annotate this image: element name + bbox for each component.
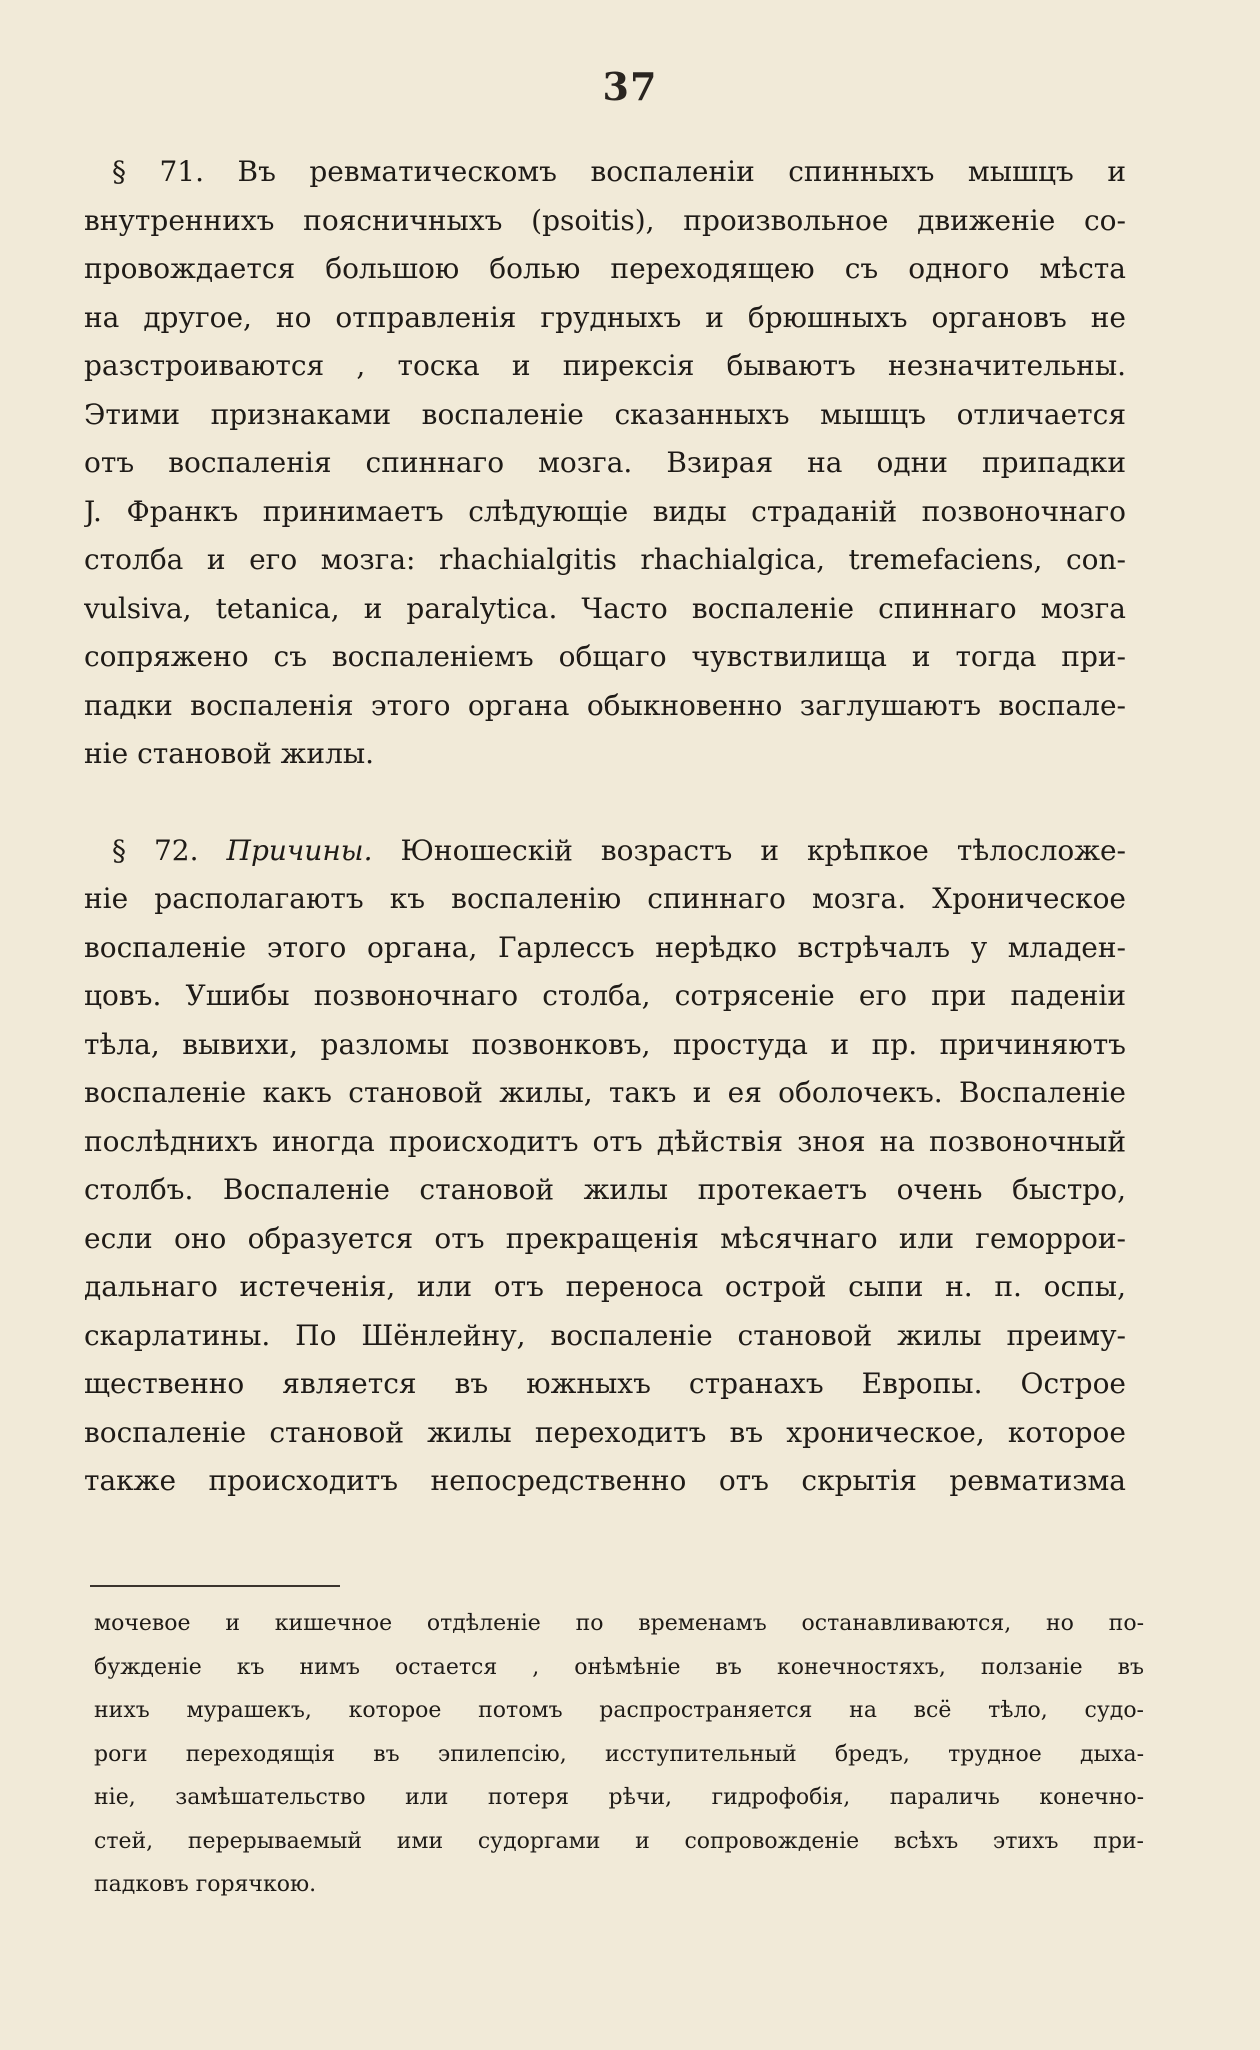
- paragraph-71-line: внутреннихъ поясничныхъ (psoitis), произвольное движеніе со-: [84, 203, 1126, 237]
- footnote: [94, 1602, 1144, 1907]
- paragraph-71-line: отъ воспаленія спиннаго мозга. Взирая на одни припадки: [84, 446, 1126, 479]
- paragraph-71-line: ніе становой жилы.: [84, 737, 375, 770]
- footnote-line: ніе, замѣшательство или потеря рѣчи, гидрофобія, параличь конечно-: [94, 1785, 1144, 1810]
- paragraph-71-line: [84, 148, 1126, 197]
- paragraph-gap: [84, 779, 1126, 827]
- paragraph-72-line: цовъ. Ушибы позвоночнаго столба, сотрясеніе его при паденіи: [84, 979, 1126, 1012]
- paragraph-72-line: воспаленіе какъ становой жилы, такъ и ея оболочекъ. Воспаленіе: [84, 1076, 1126, 1109]
- paragraph-72-line: воспаленіе этого органа, Гарлессъ нерѣдко встрѣчалъ у младен-: [84, 930, 1126, 964]
- paragraph-72-line: [84, 827, 1126, 876]
- footnote-line: бужденіе къ нимъ остается , онѣмѣніе въ конечностяхъ, ползаніе въ: [94, 1654, 1144, 1680]
- paragraph-71-line: сопряжено съ воспаленіемъ общаго чувствилища и тогда при-: [84, 640, 1126, 673]
- paragraph-71-line: провождается большою болью переходящею съ одного мѣста: [84, 252, 1126, 285]
- section-mark-72: § 72.: [112, 833, 199, 867]
- footnote-line: падковъ горячкою.: [94, 1872, 317, 1897]
- page-number: 37: [602, 64, 658, 109]
- paragraph-72-line: если оно образуется отъ прекращенія мѣсячнаго или геморрои-: [84, 1221, 1126, 1255]
- paragraph-72-line: ніе располагаютъ къ воспаленію спиннаго мозга. Хроническое: [84, 882, 1126, 915]
- section-heading: Причины.: [226, 833, 373, 867]
- footnote-line: роги переходящія въ эпилепсію, исступительный бредъ, трудное дыха-: [94, 1741, 1144, 1767]
- paragraph-72-line-text: Юношескій возрастъ и крѣпкое тѣлосложе-: [400, 833, 1126, 867]
- paragraph-71-line: на другое, но отправленія грудныхъ и брюшныхъ органовъ не: [84, 300, 1126, 334]
- paragraph-71-line: падки воспаленія этого органа обыкновенно заглушаютъ воспале-: [84, 688, 1126, 722]
- paragraph-72-line: послѣднихъ иногда происходитъ отъ дѣйствія зноя на позвоночный: [84, 1124, 1126, 1158]
- paragraph-72-line: скарлатины. По Шёнлейну, воспаленіе становой жилы преиму-: [84, 1318, 1126, 1352]
- paragraph-72-line: щественно является въ южныхъ странахъ Европы. Острое: [84, 1367, 1126, 1400]
- footnote-line: стей, перерываемый ими судоргами и сопровожденіе всѣхъ этихъ при-: [94, 1828, 1144, 1854]
- paragraph-71-line: J. Франкъ принимаетъ слѣдующіе виды страданій позвоночнаго: [84, 494, 1126, 528]
- paragraph-71-line: разстроиваются , тоска и пирексія бываютъ незначительны.: [84, 349, 1126, 382]
- paragraph-71-line-text: Въ ревматическомъ воспаленіи спинныхъ мышцъ и: [237, 155, 1126, 188]
- paragraph-71-line: vulsiva, tetanica, и paralytica. Часто воспаленіе спиннаго мозга: [84, 591, 1126, 625]
- paragraph-72-line: дальнаго истеченія, или отъ переноса острой сыпи н. п. оспы,: [84, 1270, 1126, 1303]
- paragraph-71-line: Этими признаками воспаленіе сказанныхъ мышцъ отличается: [84, 397, 1126, 431]
- paragraph-72-line: воспаленіе становой жилы переходитъ въ хроническое, которое: [84, 1415, 1126, 1449]
- paragraph-71-line: столба и его мозга: rhachialgitis rhachialgica, tremefaciens, con-: [84, 543, 1126, 576]
- footnote-line: мочевое и кишечное отдѣленіе по временамъ останавливаются, но по-: [94, 1611, 1144, 1636]
- paragraph-72-line: столбъ. Воспаленіе становой жилы протекаетъ очень быстро,: [84, 1173, 1126, 1206]
- paragraph-72-line: тѣла, вывихи, разломы позвонковъ, простуда и пр. причиняютъ: [84, 1027, 1126, 1061]
- main-text: [84, 148, 1126, 1506]
- footnote-divider: [90, 1585, 340, 1587]
- footnote-line: нихъ мурашекъ, которое потомъ распространяется на всё тѣло, судо-: [94, 1698, 1144, 1723]
- section-mark-71: § 71.: [112, 155, 205, 188]
- paragraph-72-line: также происходитъ непосредственно отъ скрытія ревматизма: [84, 1464, 1126, 1497]
